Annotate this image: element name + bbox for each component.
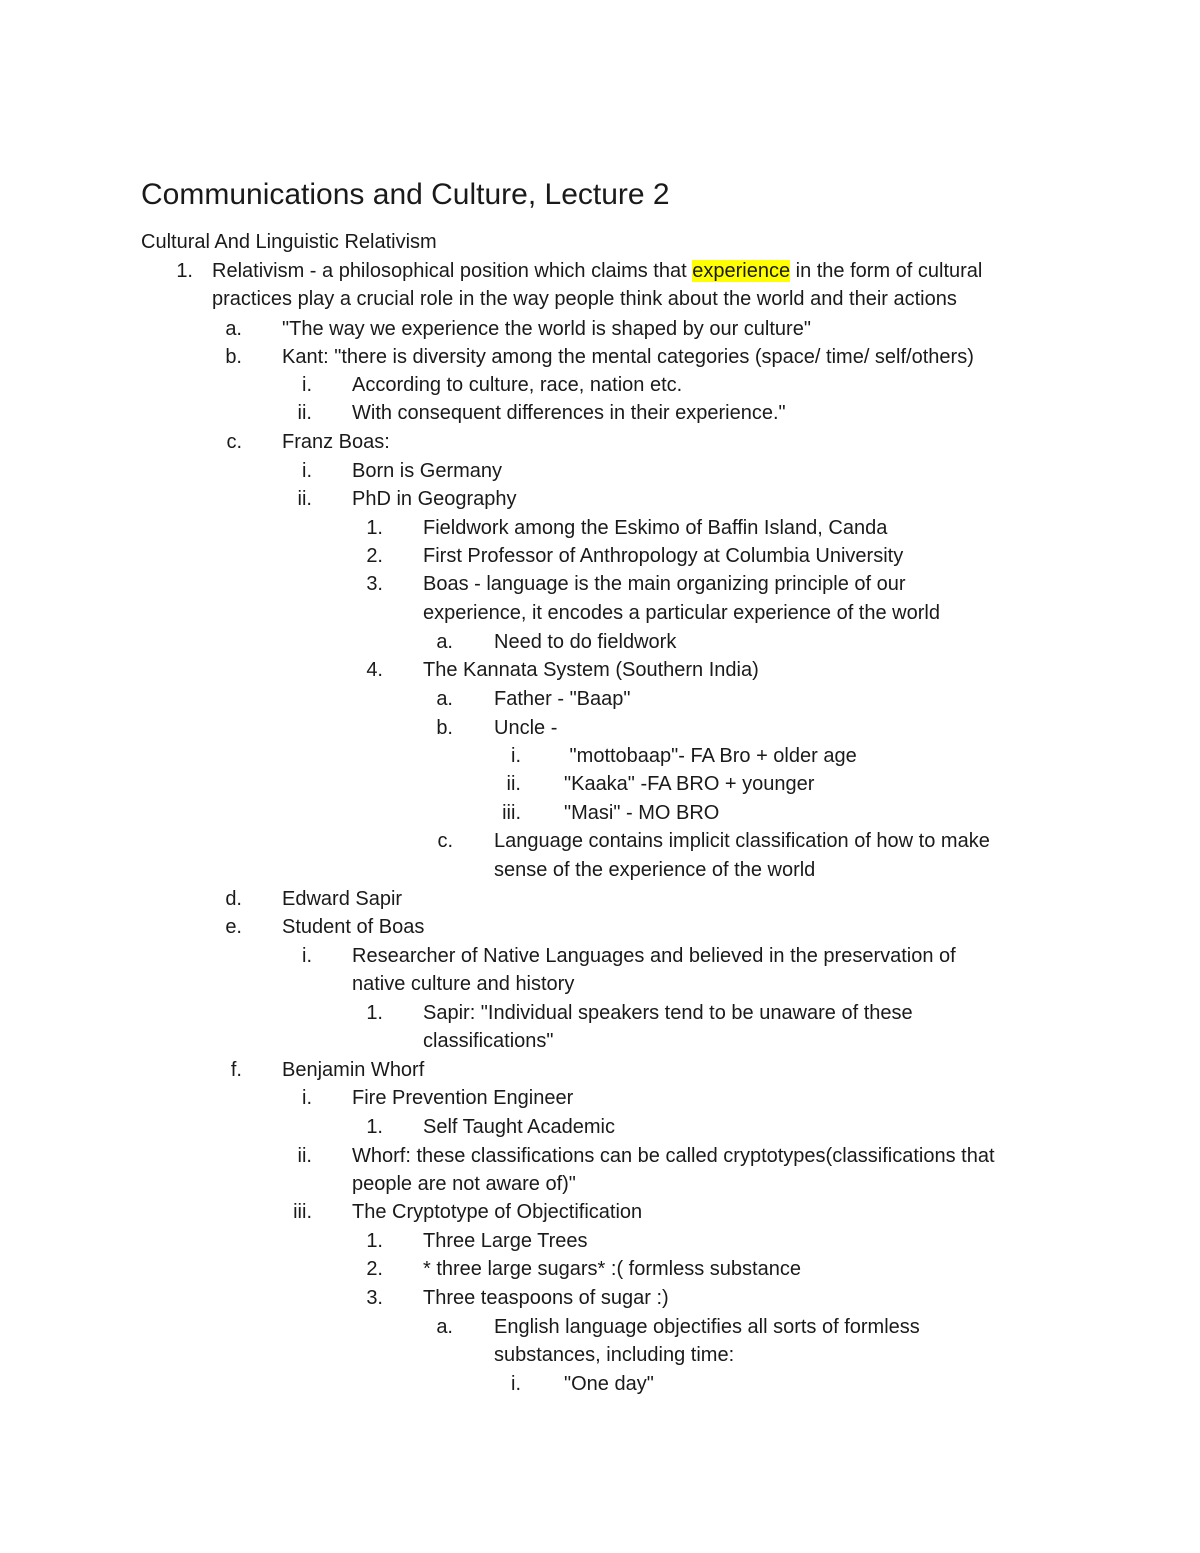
list-item-text: "The way we experience the world is shaped by our culture": [282, 318, 811, 340]
list-item-text: "One day": [564, 1373, 654, 1395]
list-marker: ii.: [506, 773, 521, 795]
list-item-text: Kant: "there is diversity among the mental categories (space/ time/ self/others): [282, 346, 974, 368]
list-item-text: PhD in Geography: [352, 488, 517, 510]
list-item-text: "Kaaka" -FA BRO + younger: [564, 773, 815, 795]
list-marker: 3.: [366, 1287, 383, 1309]
list-item-text: Boas - language is the main organizing principle of our: [423, 573, 906, 595]
list-marker: 2.: [366, 545, 383, 567]
list-marker: a.: [225, 318, 242, 340]
list-item-text: Student of Boas: [282, 916, 425, 938]
text-segment: in the form of cultural: [790, 260, 983, 282]
list-marker: i.: [511, 745, 521, 767]
list-item-text: "Masi" - MO BRO: [564, 802, 720, 824]
list-item-text: Three teaspoons of sugar :): [423, 1287, 669, 1309]
list-item-text: Researcher of Native Languages and believed in the preservation of: [352, 945, 956, 967]
list-item-text: experience, it encodes a particular experience of the world: [423, 602, 940, 624]
list-item-text: Benjamin Whorf: [282, 1059, 425, 1081]
list-marker: i.: [302, 460, 312, 482]
list-marker: i.: [302, 1087, 312, 1109]
list-marker: a.: [436, 688, 453, 710]
list-marker: 4.: [366, 659, 383, 681]
section-heading: Cultural And Linguistic Relativism: [141, 231, 437, 253]
page-title: Communications and Culture, Lecture 2: [141, 178, 670, 211]
list-marker: i.: [302, 945, 312, 967]
list-item-text: Fire Prevention Engineer: [352, 1087, 574, 1109]
list-marker: 1.: [366, 1002, 383, 1024]
list-marker: 1.: [176, 260, 193, 282]
list-marker: b.: [225, 346, 242, 368]
list-item-text: Whorf: these classifications can be called cryptotypes(classifications that: [352, 1145, 995, 1167]
list-marker: a.: [436, 631, 453, 653]
list-item-text: The Cryptotype of Objectification: [352, 1201, 643, 1223]
list-marker: c.: [226, 431, 242, 453]
list-marker: c.: [437, 830, 453, 852]
list-marker: iii.: [293, 1201, 312, 1223]
list-marker: iii.: [502, 802, 521, 824]
list-marker: b.: [436, 717, 453, 739]
list-marker: ii.: [297, 488, 312, 510]
list-marker: 3.: [366, 573, 383, 595]
list-marker: 2.: [366, 1258, 383, 1280]
list-item-text: * three large sugars* :( formless substance: [423, 1258, 801, 1280]
list-item-text: [212, 257, 982, 285]
list-marker: 1.: [366, 1230, 383, 1252]
list-item-text: Need to do fieldwork: [494, 631, 677, 653]
list-marker: e.: [225, 916, 242, 938]
highlighted-word: experience: [692, 260, 791, 282]
list-marker: 1.: [366, 1116, 383, 1138]
list-marker: f.: [230, 1059, 242, 1081]
list-item-text: Self Taught Academic: [423, 1116, 615, 1138]
text-segment: Relativism - a philosophical position which claims that: [212, 260, 693, 282]
list-item-text: First Professor of Anthropology at Columbia University: [423, 545, 904, 567]
list-marker: ii.: [297, 402, 312, 424]
list-item-text: native culture and history: [352, 973, 575, 995]
list-item-text: classifications": [423, 1030, 554, 1052]
list-marker: 1.: [366, 517, 383, 539]
list-item-text: The Kannata System (Southern India): [423, 659, 759, 681]
list-marker: i.: [511, 1373, 521, 1395]
list-item-text: Edward Sapir: [282, 888, 403, 910]
list-item-text: substances, including time:: [494, 1344, 735, 1366]
list-item-text: Three Large Trees: [423, 1230, 588, 1252]
list-item-text: people are not aware of)": [352, 1173, 576, 1195]
list-item-text: Fieldwork among the Eskimo of Baffin Island, Canda: [423, 517, 888, 539]
list-item-text: sense of the experience of the world: [494, 859, 816, 881]
list-item-text: English language objectifies all sorts of formless: [494, 1316, 920, 1338]
list-marker: i.: [302, 374, 312, 396]
list-item-text: Uncle -: [494, 717, 558, 739]
list-item-text: With consequent differences in their experience.": [352, 402, 786, 424]
list-item-text: Sapir: "Individual speakers tend to be unaware of these: [423, 1002, 913, 1024]
list-item-text: Father - "Baap": [494, 688, 631, 710]
list-item-text: Born is Germany: [352, 460, 503, 482]
list-marker: d.: [225, 888, 242, 910]
list-item-text: According to culture, race, nation etc.: [352, 374, 683, 396]
list-item-text: "mottobaap"- FA Bro + older age: [564, 745, 857, 767]
list-item-text: Franz Boas:: [282, 431, 390, 453]
list-marker: ii.: [297, 1145, 312, 1167]
list-marker: a.: [436, 1316, 453, 1338]
list-item-text: Language contains implicit classification of how to make: [494, 830, 990, 852]
list-item-continuation: practices play a crucial role in the way people think about the world and their actions: [212, 288, 957, 310]
